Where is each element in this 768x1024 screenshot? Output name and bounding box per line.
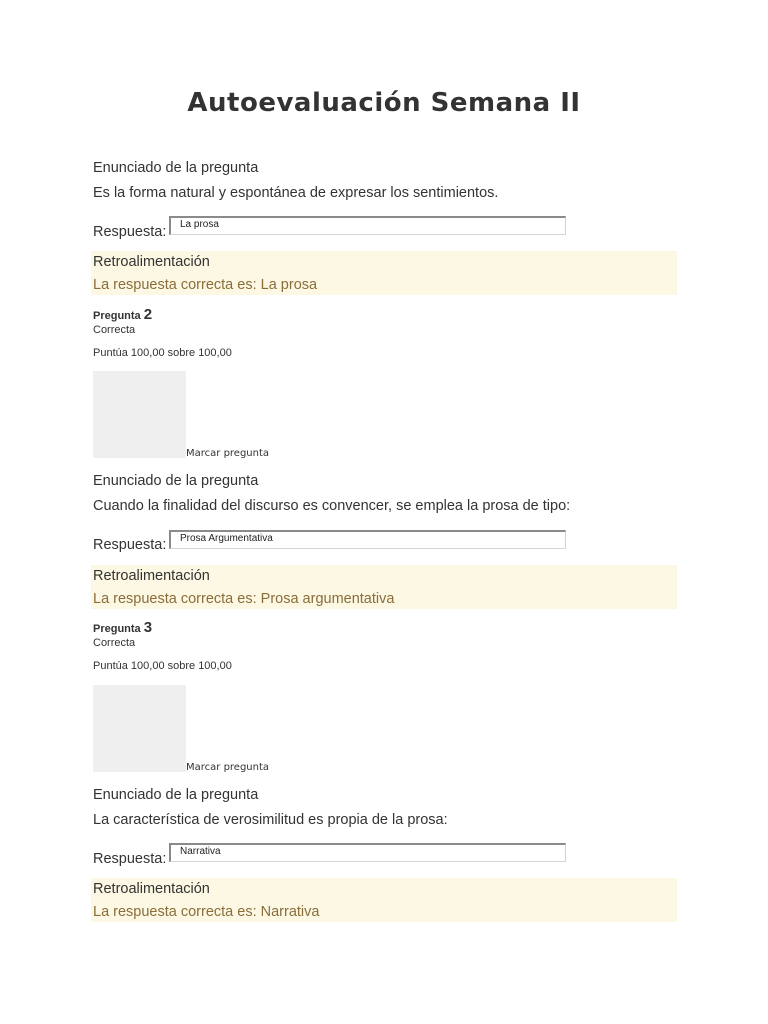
question-3-status: Correcta <box>93 637 136 649</box>
question-2-text: Cuando la finalidad del discurso es convencer, se emplea la prosa de tipo: <box>93 498 571 514</box>
question-2-score: Puntúa 100,00 sobre 100,00 <box>93 347 232 359</box>
question-1-answer-label: Respuesta: <box>93 224 167 240</box>
question-3-number: 3 <box>143 619 153 636</box>
question-2-flag-label[interactable]: Marcar pregunta <box>186 448 270 459</box>
question-3-feedback-text: La respuesta correcta es: Narrativa <box>93 904 320 920</box>
question-2-flag-icon[interactable] <box>93 371 186 458</box>
question-3-answer-field[interactable]: Narrativa <box>169 843 566 862</box>
question-2-feedback <box>91 565 677 609</box>
question-2-feedback-title: Retroalimentación <box>93 568 210 584</box>
question-1-feedback-title: Retroalimentación <box>93 254 210 270</box>
question-2-number: 2 <box>143 306 153 323</box>
question-2-heading-label: Pregunta <box>93 310 141 322</box>
question-3-heading-label: Pregunta <box>93 623 141 635</box>
question-2-heading <box>93 306 152 323</box>
question-3-text: La característica de verosimilitud es propia de la prosa: <box>93 812 448 828</box>
question-3-heading <box>93 619 152 636</box>
question-2-label: Enunciado de la pregunta <box>93 473 259 489</box>
question-2-feedback-text: La respuesta correcta es: Prosa argumentativa <box>93 591 395 607</box>
question-2-answer-label: Respuesta: <box>93 537 167 553</box>
question-1-text: Es la forma natural y espontánea de expresar los sentimientos. <box>93 185 499 201</box>
page-title: Autoevaluación Semana II <box>187 88 581 118</box>
question-2-status: Correcta <box>93 324 136 336</box>
question-3-flag-label[interactable]: Marcar pregunta <box>186 762 270 773</box>
question-3-score: Puntúa 100,00 sobre 100,00 <box>93 660 232 672</box>
question-3-feedback-title: Retroalimentación <box>93 881 210 897</box>
question-3-flag-icon[interactable] <box>93 685 186 772</box>
question-1-label: Enunciado de la pregunta <box>93 160 259 176</box>
question-1-feedback <box>91 251 677 295</box>
question-1-feedback-text: La respuesta correcta es: La prosa <box>93 277 318 293</box>
question-3-label: Enunciado de la pregunta <box>93 787 259 803</box>
question-3-feedback <box>91 878 677 922</box>
question-2-answer-field[interactable]: Prosa Argumentativa <box>169 530 566 549</box>
question-1-answer-field[interactable]: La prosa <box>169 216 566 235</box>
question-3-answer-label: Respuesta: <box>93 851 167 867</box>
